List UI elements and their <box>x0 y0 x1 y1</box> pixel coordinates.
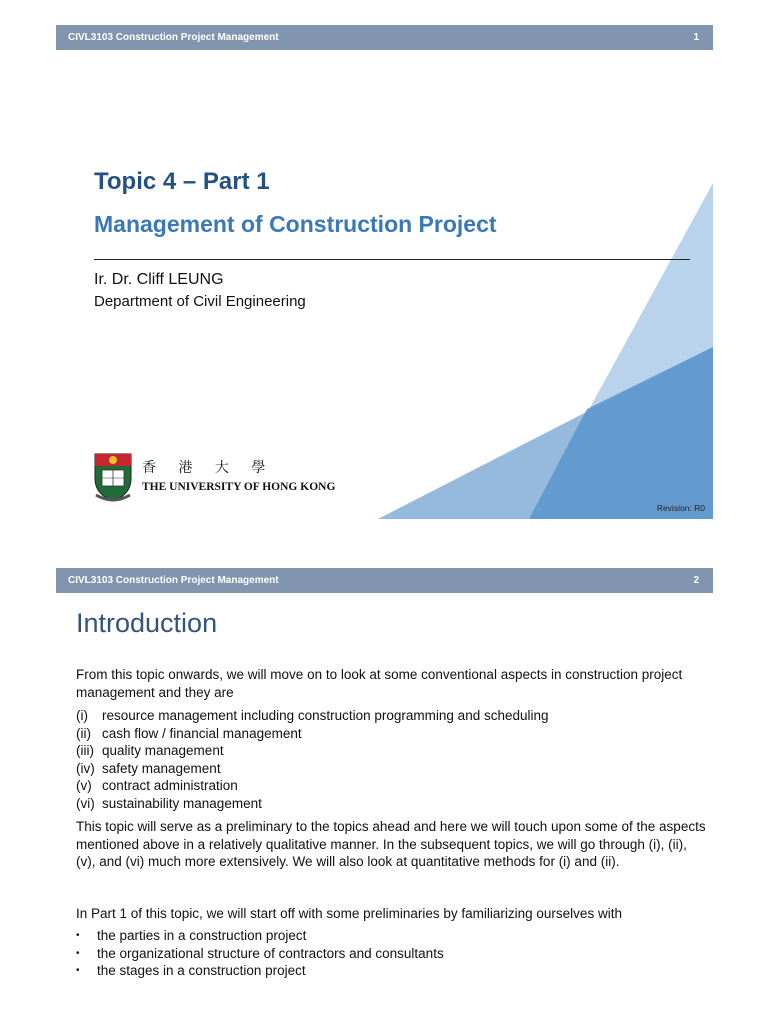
university-name-english: THE UNIVERSITY OF HONG KONG <box>142 481 336 493</box>
intro-paragraph: From this topic onwards, we will move on to look at some conventional aspects in construction project management and they are <box>76 667 683 700</box>
course-title: CIVL3103 Construction Project Management <box>68 575 279 586</box>
list-item: (i) resource management including construction programming and scheduling <box>76 708 549 723</box>
slide-header <box>56 568 713 593</box>
bullet-icon: • <box>76 947 80 959</box>
page-number: 2 <box>693 575 699 586</box>
part1-paragraph: In Part 1 of this topic, we will start off with some preliminaries by familiarizing ourselves with <box>76 906 622 921</box>
university-name-chinese: 香 港 大 學 <box>142 460 275 476</box>
list-item: • the parties in a construction project <box>76 928 307 943</box>
author-name: Ir. Dr. Cliff LEUNG <box>94 271 224 288</box>
list-item: • the organizational structure of contractors and consultants <box>76 945 444 961</box>
topic-subtitle: Management of Construction Project <box>94 211 497 237</box>
list-item: (ii) cash flow / financial management <box>76 725 302 741</box>
slide-header <box>56 25 713 50</box>
list-item: (iv) safety management <box>76 760 221 776</box>
list-item: (iii) quality management <box>76 743 224 758</box>
topics-bullet-list <box>76 927 444 980</box>
aspects-list <box>76 707 549 812</box>
university-crest-icon <box>92 451 134 503</box>
title-divider <box>94 259 690 260</box>
slide-1 <box>56 25 713 519</box>
list-item: • the stages in a construction project <box>76 963 306 978</box>
university-logo <box>92 449 352 505</box>
bullet-icon: • <box>76 930 80 941</box>
bullet-icon: • <box>76 965 80 976</box>
list-item: (v) contract administration <box>76 778 238 793</box>
slide-2 <box>56 568 713 1024</box>
list-item: (vi) sustainability management <box>76 795 262 811</box>
preliminary-paragraph: This topic will serve as a preliminary to the topics ahead and here we will touch upon some of the aspects mentioned above in a relatively qualitative manner. In the subsequent topics, we will go through (i), (ii), (v), and (vi) much more extensively. We will also look at quantitative methods for (i) and (ii). <box>76 819 706 869</box>
course-title: CIVL3103 Construction Project Management <box>68 32 279 43</box>
department-name: Department of Civil Engineering <box>94 293 306 310</box>
revision-label: Revision: R0 <box>656 503 705 513</box>
topic-title: Topic 4 – Part 1 <box>94 168 270 195</box>
page-number: 1 <box>693 32 699 43</box>
slide-title: Introduction <box>76 608 218 638</box>
